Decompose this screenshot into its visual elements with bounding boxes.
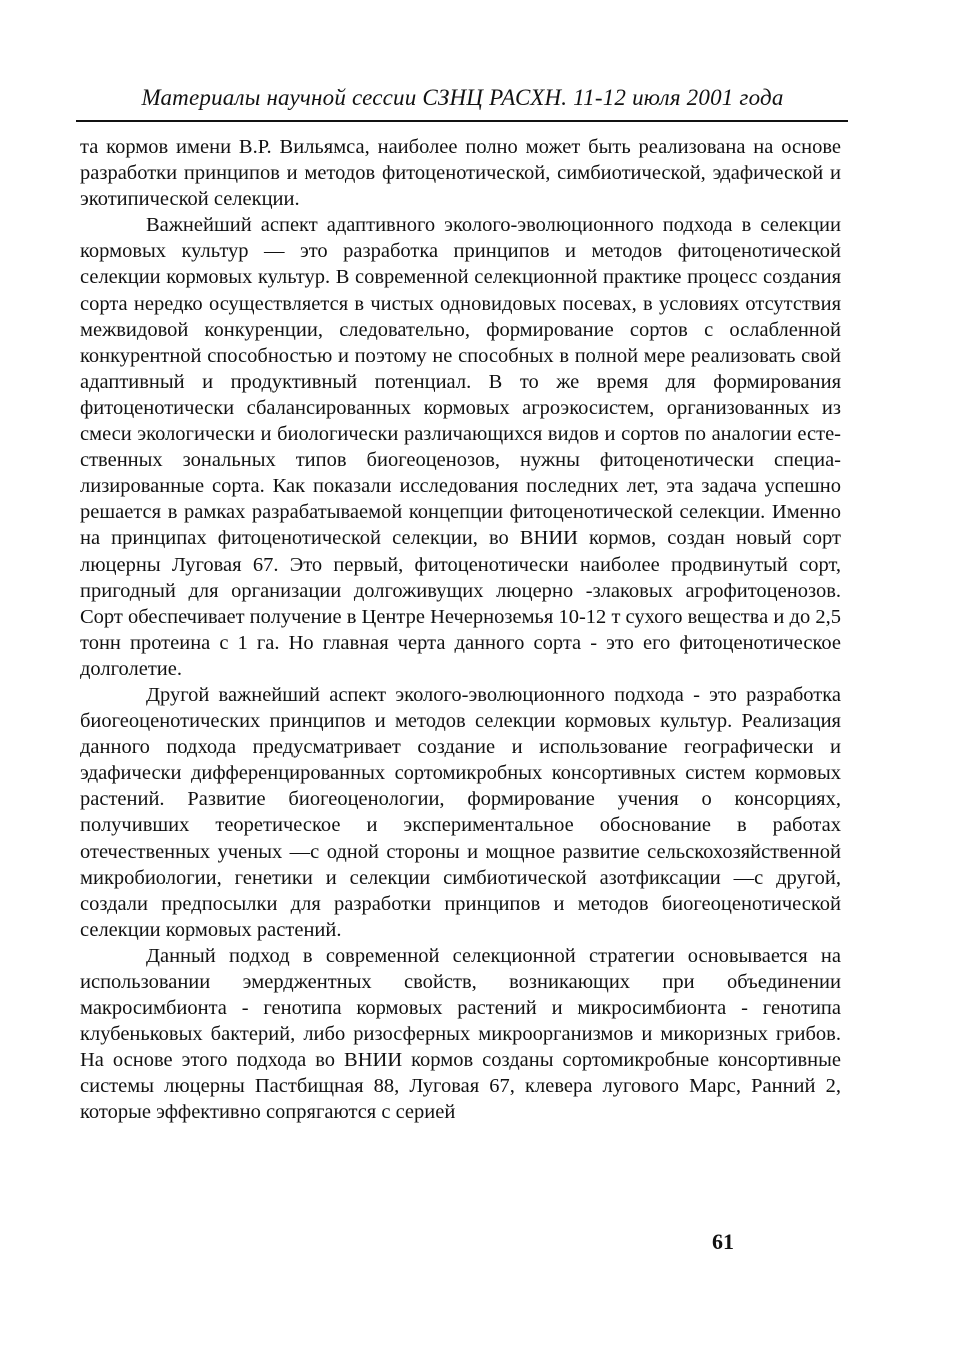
paragraph-phytocenotic-selection: Важнейший аспект адаптивного эколого-эволюционного подхода в селекции кормовых культур — это разработка принципов и методов фитоценотической селекции кормовых культур. В современной селекционной практике процесс создания сорта нередко осуществляется в чистых одновидовых посевах, в условиях отсутствия межвидовой конкуренции, следовательно, формирование сортов с ослабленной конкурентной способностью и поэтому не способных в полной мере реализовать свой адаптивный и продуктивный потенциал. В то же время для формирования фитоценотически сбалансированных кормовых агроэкосистем, организованных из смеси экологически и биологически различающихся видов и сортов по аналогии естественных зональных типов биогеоценозов, нужны фитоценотически специализированные сорта. Как показали исследования последних лет, эта задача успешно решается в рамках разрабатываемой концепции фитоценотической селекции. Именно на принципах фитоценотической селекции, во ВНИИ кормов, создан новый сорт люцерны Луговая 67. Это первый, фитоценотически наиболее продвинутый сорт, пригодный для организации долгоживущих люцерно -злаковых агрофитоценозов. Сорт обеспечивает получение в Центре Нечерноземья 10-12 т сухого вещества и до 2,5 тонн протеина с 1 га. Но главная черта данного сорта - это его фитоценотическое долголетие. [80,214,841,680]
header-rule [76,120,848,122]
page-number: 61 [712,1229,734,1254]
paragraph-emergent-properties: Данный подход в современной селекционной стратегии основывается на использовании эмерджентных свойств, возникающих при объединении макросимбионта - генотипа кормовых растений и микросимбионта - генотипа клубеньковых бактерий, либо ризосферных микроорганизмов и микоризных грибов. На основе этого подхода во ВНИИ кормов созданы сортомикробные консортивные системы люцерны Пастбищная 88, Луговая 67, клевера лугового Марс, Ранний 2, которые эффективно сопрягаются с серией [80,944,841,1124]
running-header: Материалы научной сессии СЗНЦ РАСХН. 11-12 июля 2001 года [141,85,784,110]
paragraph-biogeocenotic-selection: Другой важнейший аспект эколого-эволюционного подхода - это разработка биогеоценотических принципов и методов селекции кормовых культур. Реализация данного подхода предусматривает создание и использование географически и эдафически дифференцированных сортомикробных консортивных систем кормовых растений. Развитие биогеоценологии, формирование учения о консорциях, получивших теоретическое и экспериментальное обоснование в работах отечественных ученых —с одной стороны и мощное развитие сельскохозяйственной микробиологии, генетики и селекции симбиотической азотфиксации —с другой, создали предпосылки для разработки принципов и методов биогеоценотической селекции кормовых растений. [80,683,841,941]
body-text [80,134,841,1126]
paragraph-continuation: та кормов имени В.Р. Вильямса, наиболее полно может быть реализована на основе разработки принципов и методов фитоценотической, симбиотической, эдафической и экотипической селекции. [80,136,841,211]
